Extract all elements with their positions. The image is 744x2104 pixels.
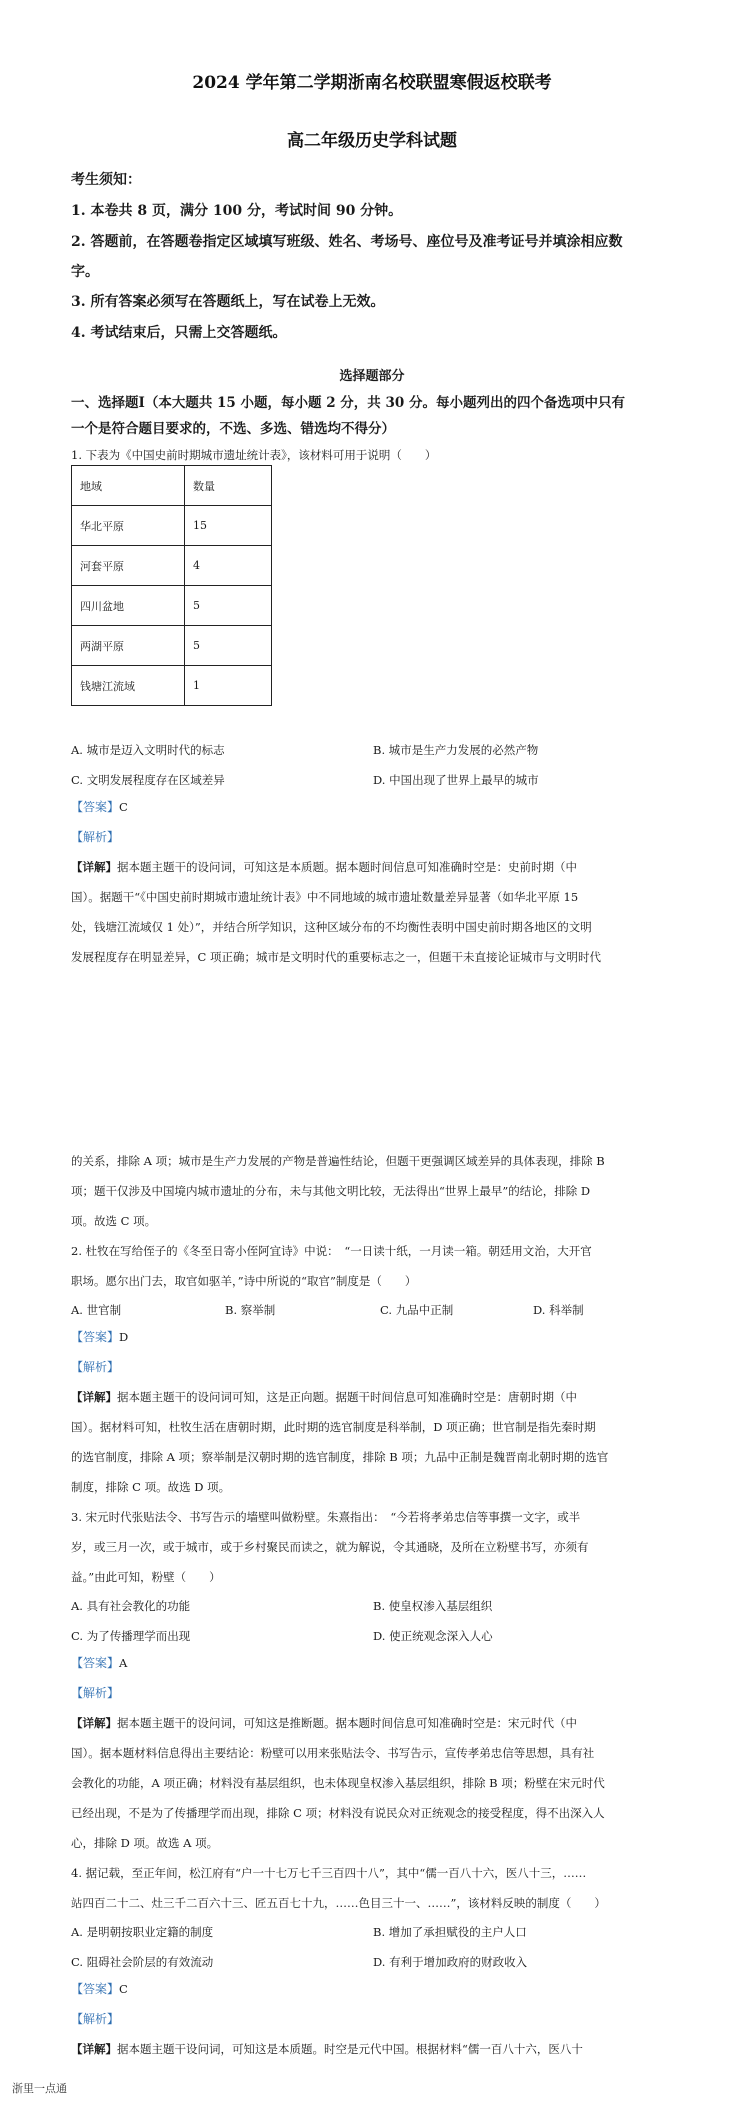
detail-line: 国）。据题干“《中国史前时期城市遗址统计表》中不同地域的城市遗址数量差异显著（如华北平原 15: [71, 890, 579, 904]
detail-tag: 【详解】: [71, 1716, 117, 1730]
table-row: [72, 506, 272, 546]
option-a: A. 是明朝按职业定籍的制度: [71, 1925, 214, 1939]
detail-text: 据本题主题干的设问词，可知这是推断题。据本题时间信息可知准确时空是：宋元时代（中: [117, 1716, 577, 1730]
section-heading: 一、选择题Ⅰ（本大题共 15 小题，每小题 2 分，共 30 分。每小题列出的四个备选项中只有: [71, 395, 625, 411]
detail-line: 的选官制度，排除 A 项；察举制是汉朝时期的选官制度，排除 B 项；九品中正制是魏晋南北朝时期的选官: [71, 1450, 609, 1464]
exam-subtitle: 高二年级历史学科试题: [287, 131, 457, 151]
option-b: B. 增加了承担赋役的主户人口: [373, 1925, 527, 1939]
option-d: D. 使正统观念深入人心: [373, 1629, 493, 1643]
question-2-stem: 职场。愿尔出门去，取官如驱羊，”诗中所说的“取官”制度是（ ）: [71, 1274, 417, 1288]
question-3-stem: 益。”由此可知，粉壁（ ）: [71, 1570, 221, 1584]
footer-watermark: 浙里一点通: [12, 2082, 67, 2095]
table-cell: 华北平原: [72, 506, 185, 546]
option-c: C. 阻碍社会阶层的有效流动: [71, 1955, 214, 1969]
answer-value: D: [119, 1330, 129, 1344]
detail-line: 项；题干仅涉及中国境内城市遗址的分布，未与其他文明比较，无法得出“世界上最早”的结论，排除 D: [71, 1184, 591, 1198]
option-c: C. 为了传播理学而出现: [71, 1629, 191, 1643]
table-row: [72, 586, 272, 626]
table-row: [72, 666, 272, 706]
notice-heading: 考生须知：: [71, 172, 141, 188]
table-cell: 4: [185, 546, 272, 586]
table-cell: 5: [185, 586, 272, 626]
part-title: 选择题部分: [339, 369, 405, 384]
notice-item: 3. 所有答案必须写在答题纸上，写在试卷上无效。: [71, 294, 385, 310]
detail-text: 据本题主题干的设问词可知，这是正向题。据题干时间信息可知准确时空是：唐朝时期（中: [117, 1390, 577, 1404]
table-cell: 两湖平原: [72, 626, 185, 666]
detail-line: 已经出现，不是为了传播理学而出现，排除 C 项；材料没有说民众对正统观念的接受程度，得不出深入人: [71, 1806, 605, 1820]
analysis-tag: 【解析】: [71, 2012, 120, 2026]
option-b: B. 城市是生产力发展的必然产物: [373, 743, 539, 757]
table-cell: 河套平原: [72, 546, 185, 586]
detail-tag: 【详解】: [71, 2042, 117, 2056]
table-cell: 15: [185, 506, 272, 546]
table-cell: 1: [185, 666, 272, 706]
answer-tag: 【答案】: [71, 800, 120, 814]
answer-value: C: [119, 1982, 128, 1996]
detail-line: 制度，排除 C 项。故选 D 项。: [71, 1480, 231, 1494]
table-cell: 四川盆地: [72, 586, 185, 626]
notice-item: 4. 考试结束后，只需上交答题纸。: [71, 325, 287, 341]
table-row: [72, 626, 272, 666]
section-heading: 一个是符合题目要求的，不选、多选、错选均不得分）: [71, 421, 395, 437]
detail-text: 据本题主题干设问词，可知这是本质题。时空是元代中国。根据材料“儒一百八十六，医八十: [117, 2042, 583, 2056]
detail-line: [71, 852, 700, 882]
option-a: A. 世官制: [71, 1303, 122, 1317]
question-3-stem: 3. 宋元时代张贴法令、书写告示的墙壁叫做粉壁。朱熹指出： “今若将孝弟忠信等事撰一文字，或半: [71, 1510, 581, 1524]
table-cell: 5: [185, 626, 272, 666]
analysis-tag: 【解析】: [71, 1686, 120, 1700]
notice-item: 2. 答题前，在答题卷指定区域填写班级、姓名、考场号、座位号及准考证号并填涂相应数: [71, 234, 623, 250]
detail-line: 心，排除 D 项。故选 A 项。: [71, 1836, 219, 1850]
table-cell: 钱塘江流域: [72, 666, 185, 706]
option-a: A. 具有社会教化的功能: [71, 1599, 191, 1613]
answer-tag: 【答案】: [71, 1330, 120, 1344]
table-row: [72, 546, 272, 586]
detail-line: [71, 2034, 700, 2064]
detail-line: 会教化的功能，A 项正确；材料没有基层组织，也未体现皇权渗入基层组织，排除 B 项；粉壁在宋元时代: [71, 1776, 605, 1790]
question-3-stem: 岁，或三月一次，或于城市，或于乡村聚民而读之，就为解说，令其通晓，及所在立粉壁书写，亦须有: [71, 1540, 589, 1554]
option-c: C. 九品中正制: [380, 1303, 454, 1317]
detail-text: 据本题主题干的设问词，可知这是本质题。据本题时间信息可知准确时空是：史前时期（中: [117, 860, 577, 874]
answer-line: [71, 792, 700, 822]
detail-line: 的关系，排除 A 项；城市是生产力发展的产物是普遍性结论，但题干更强调区域差异的具体表现，排除 B: [71, 1154, 605, 1168]
option-b: B. 使皇权渗入基层组织: [373, 1599, 493, 1613]
question-1-stem: 1. 下表为《中国史前时期城市遗址统计表》，该材料可用于说明（ ）: [71, 448, 437, 462]
analysis-tag: 【解析】: [71, 1360, 120, 1374]
answer-value: C: [119, 800, 128, 814]
option-b: B. 察举制: [225, 1303, 276, 1317]
question-4-stem: 站四百二十二、灶三千二百六十三、匠五百七十九，……色目三十一、……”，该材料反映的制度（ ）: [71, 1896, 606, 1910]
detail-line: 发展程度存在明显差异，C 项正确；城市是文明时代的重要标志之一，但题干未直接论证城市与文明时代: [71, 950, 601, 964]
option-a: A. 城市是迈入文明时代的标志: [71, 743, 225, 757]
city-site-table: [71, 465, 272, 706]
detail-line: 项。故选 C 项。: [71, 1214, 157, 1228]
option-d: D. 有利于增加政府的财政收入: [373, 1955, 528, 1969]
answer-line: [71, 1322, 700, 1352]
table-header-cell: 数量: [185, 466, 272, 506]
notice-item: 1. 本卷共 8 页，满分 100 分，考试时间 90 分钟。: [71, 203, 403, 219]
table-header-row: [72, 466, 272, 506]
option-c: C. 文明发展程度存在区域差异: [71, 773, 225, 787]
detail-line: 处，钱塘江流域仅 1 处）”，并结合所学知识，这种区域分布的不均衡性表明中国史前时期各地区的文明: [71, 920, 592, 934]
answer-line: [71, 1648, 700, 1678]
detail-line: [71, 1382, 700, 1412]
detail-line: 国）。据材料可知，杜牧生活在唐朝时期，此时期的选官制度是科举制，D 项正确；世官制是指先秦时期: [71, 1420, 596, 1434]
answer-tag: 【答案】: [71, 1656, 120, 1670]
detail-tag: 【详解】: [71, 1390, 117, 1404]
detail-line: [71, 1708, 700, 1738]
answer-line: [71, 1974, 700, 2004]
detail-tag: 【详解】: [71, 860, 117, 874]
option-d: D. 科举制: [533, 1303, 584, 1317]
answer-tag: 【答案】: [71, 1982, 120, 1996]
analysis-tag: 【解析】: [71, 830, 120, 844]
option-d: D. 中国出现了世界上最早的城市: [373, 773, 539, 787]
question-4-stem: 4. 据记载，至正年间，松江府有“户一十七万七千三百四十八”，其中“儒一百八十六，医八十三，……: [71, 1866, 587, 1880]
question-2-stem: 2. 杜牧在写给侄子的《冬至日寄小侄阿宜诗》中说： “一日读十纸，一月读一箱。朝廷用文治，大开官: [71, 1244, 592, 1258]
answer-value: A: [119, 1656, 128, 1670]
notice-item: 字。: [71, 264, 99, 280]
detail-line: 国）。据本题材料信息得出主要结论：粉壁可以用来张贴法令、书写告示，宣传孝弟忠信等思想，具有社: [71, 1746, 595, 1760]
exam-title: 2024 学年第二学期浙南名校联盟寒假返校联考: [192, 73, 552, 93]
table-header-cell: 地域: [72, 466, 185, 506]
